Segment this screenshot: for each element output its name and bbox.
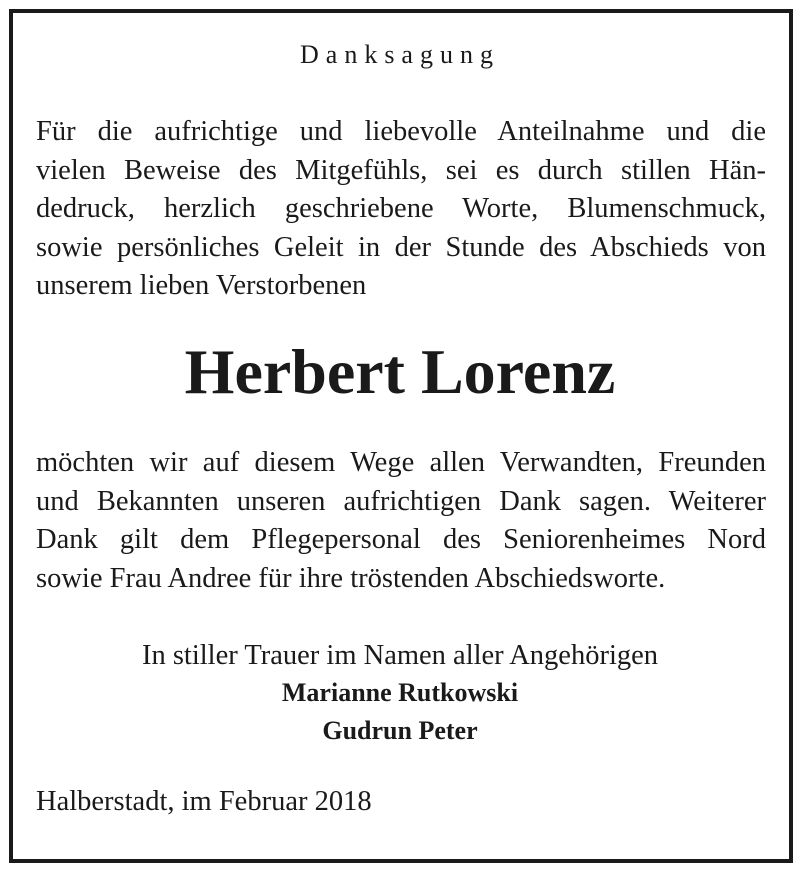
intro-line: sowie persönliches Geleit in der Stunde des Abschieds von xyxy=(36,231,766,263)
intro-paragraph xyxy=(36,113,766,306)
intro-line: dedruck, herzlich geschriebene Worte, Blumenschmuck, xyxy=(36,193,766,224)
intro-line: unserem lieben Verstorbenen xyxy=(36,270,367,301)
thanks-line: möchten wir auf diesem Wege allen Verwandten, Freunden xyxy=(36,447,766,478)
intro-line: vielen Beweise des Mitgefühls, sei es durch stillen Hän- xyxy=(36,154,766,186)
deceased-name: Herbert Lorenz xyxy=(184,336,616,407)
thanks-paragraph xyxy=(36,444,766,598)
thanks-line: sowie Frau Andree für ihre tröstenden Abschiedsworte. xyxy=(36,562,666,594)
place-date: Halberstadt, im Februar 2018 xyxy=(36,786,372,817)
signer-name: Gudrun Peter xyxy=(322,716,478,745)
intro-line: Für die aufrichtige und liebevolle Anteilnahme und die xyxy=(36,116,766,147)
closing-line: In stiller Trauer im Namen aller Angehörigen xyxy=(141,640,659,671)
notice-heading: Danksagung xyxy=(300,40,500,69)
thanks-line: und Bekannten unseren aufrichtigen Dank sagen. Weiterer xyxy=(36,485,766,517)
thanks-line: Dank gilt dem Pflegepersonal des Seniorenheimes Nord xyxy=(36,524,766,555)
signer-name: Marianne Rutkowski xyxy=(281,678,519,707)
